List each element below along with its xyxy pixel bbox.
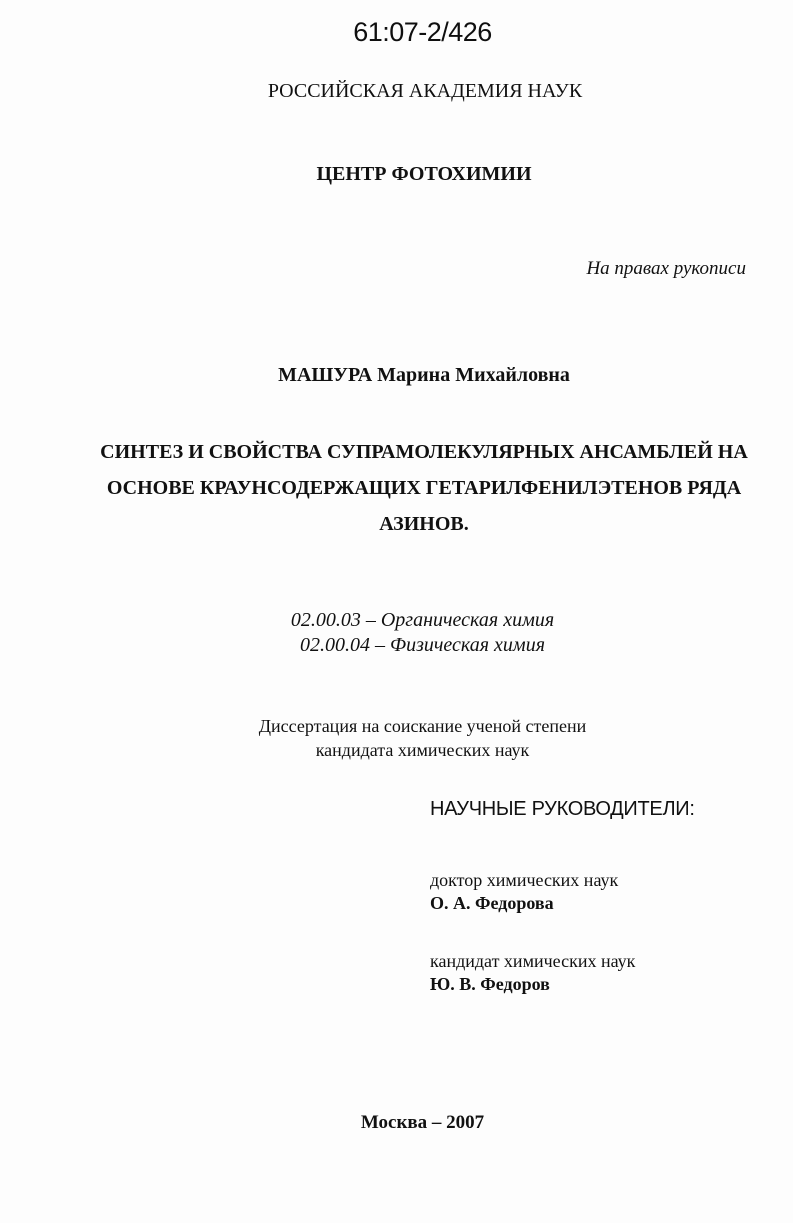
institute-name: ЦЕНТР ФОТОХИМИИ: [316, 163, 532, 185]
specialty-organic-chemistry: 02.00.03 – Органическая химия: [290, 609, 555, 631]
specialty-physical-chemistry: 02.00.04 – Физическая химия: [299, 634, 545, 656]
manuscript-rights-note: На правах рукописи: [586, 258, 746, 279]
supervisors-heading: НАУЧНЫЕ РУКОВОДИТЕЛИ:: [430, 798, 695, 820]
title-line: СИНТЕЗ И СВОЙСТВА СУПРАМОЛЕКУЛЯРНЫХ АНСАМБЛЕЙ НА: [100, 441, 748, 463]
title-line: ОСНОВЕ КРАУНСОДЕРЖАЩИХ ГЕТАРИЛФЕНИЛЭТЕНОВ РЯДА: [106, 477, 742, 499]
archive-code-stamp: 61:07-2/426: [353, 17, 492, 47]
supervisor-degree: доктор химических наук: [430, 870, 619, 890]
organization-name: РОССИЙСКАЯ АКАДЕМИЯ НАУК: [267, 80, 583, 102]
supervisor-degree: кандидат химических наук: [430, 951, 636, 971]
supervisor-name: О. А. Федорова: [430, 893, 554, 913]
author-name: МАШУРА Марина Михайловна: [278, 364, 570, 386]
place-and-year: Москва – 2007: [360, 1112, 485, 1133]
dissertation-title: [60, 434, 788, 542]
dissertation-purpose-line: Диссертация на соискание ученой степени: [258, 716, 587, 736]
title-line: АЗИНОВ.: [379, 513, 469, 535]
dissertation-degree-line: кандидата химических наук: [315, 740, 530, 760]
supervisor-name: Ю. В. Федоров: [430, 974, 550, 994]
